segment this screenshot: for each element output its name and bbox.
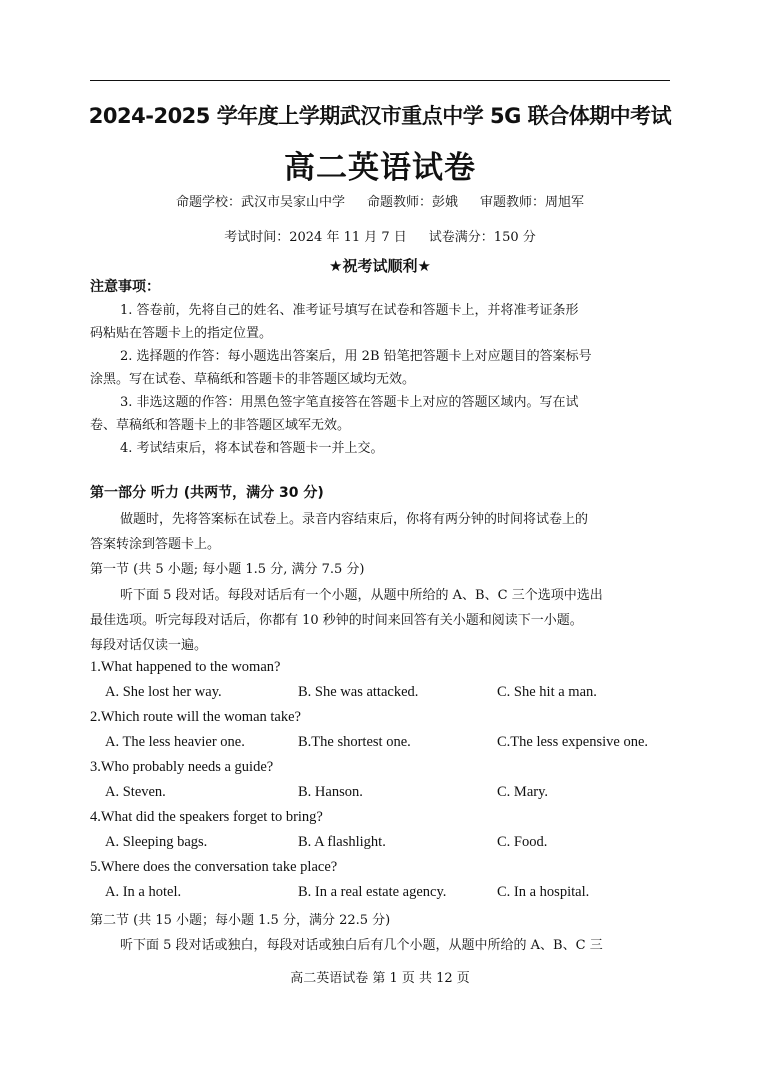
notes-line: 卷、草稿纸和答题卡上的非答题区域军无效。: [90, 418, 351, 433]
reviewer-label: 审题教师：周旭军: [480, 195, 585, 210]
teacher-label: 命题教师：彭娥: [366, 195, 458, 210]
section1-intro-line: 听下面 5 段对话。每段对话后有一个小题，从题中所给的 A、B、C 三个选项中选出: [120, 588, 603, 603]
exam-date: 考试时间：2024 年 11 月 7 日: [224, 230, 407, 245]
notes-line: 1. 答卷前，先将自己的姓名、准考证号填写在试卷和答题卡上，并将准考证条形: [120, 303, 579, 318]
notes-line: 涂黑。写在试卷、草稿纸和答题卡的非答题区域均无效。: [90, 372, 416, 387]
option-c: C. She hit a man.: [497, 684, 597, 700]
notes-line: 码粘贴在答题卡上的指定位置。: [90, 326, 273, 341]
notes-line: 3. 非选这题的作答：用黑色签字笔直接答在答题卡上对应的答题区域内。写在试: [120, 395, 579, 410]
option-c: C. In a hospital.: [497, 884, 590, 900]
section1-heading: 第一节 (共 5 小题; 每小题 1.5 分, 满分 7.5 分): [90, 562, 365, 577]
school-label: 命题学校：武汉市吴家山中学: [175, 195, 345, 210]
section1-intro-line: 最佳选项。听完每段对话后，你都有 10 秒钟的时间来回答有关小题和阅读下一小题。: [90, 613, 583, 628]
option-b: B. In a real estate agency.: [298, 884, 447, 900]
option-a: A. Sleeping bags.: [105, 834, 208, 850]
option-a: A. Steven.: [105, 784, 166, 800]
exam-title: 2024-2025 学年度上学期武汉市重点中学 5G 联合体期中考试: [88, 104, 672, 128]
option-a: A. She lost her way.: [105, 684, 222, 700]
option-b: B. Hanson.: [298, 784, 363, 800]
section2-intro: 听下面 5 段对话或独白，每段对话或独白后有几个小题，从题中所给的 A、B、C 三: [120, 938, 603, 953]
question-stem: 2.Which route will the woman take?: [90, 709, 301, 725]
header-rule: [90, 80, 670, 81]
notes-line: 2. 选择题的作答：每小题选出答案后，用 2B 铅笔把答题卡上对应题目的答案标号: [120, 349, 592, 364]
page-footer: 高二英语试卷 第 1 页 共 12 页: [290, 971, 470, 986]
option-c: C. Mary.: [497, 784, 549, 800]
part1-intro-line: 答案转涂到答题卡上。: [90, 537, 221, 552]
question-stem: 5.Where does the conversation take place?: [90, 859, 338, 875]
question-stem: 1.What happened to the woman?: [90, 659, 281, 675]
option-c: C. Food.: [497, 834, 548, 850]
subject-title: 高二英语试卷: [284, 150, 476, 186]
notes-line: 4. 考试结束后，将本试卷和答题卡一并上交。: [120, 441, 384, 456]
question-stem: 3.Who probably needs a guide?: [90, 759, 274, 775]
option-c: C.The less expensive one.: [497, 734, 649, 750]
option-a: A. The less heavier one.: [105, 734, 245, 750]
blessing: ★祝考试顺利★: [329, 257, 431, 275]
section1-intro-line: 每段对话仅读一遍。: [90, 638, 208, 653]
question-stem: 4.What did the speakers forget to bring?: [90, 809, 323, 825]
option-b: B. A flashlight.: [298, 834, 386, 850]
option-a: A. In a hotel.: [105, 884, 182, 900]
section2-heading: 第二节 (共 15 小题；每小题 1.5 分，满分 22.5 分): [90, 913, 391, 928]
part1-intro-line: 做题时，先将答案标在试卷上。录音内容结束后，你将有两分钟的时间将试卷上的: [120, 512, 589, 527]
option-b: B. She was attacked.: [298, 684, 419, 700]
full-score: 试卷满分：150 分: [428, 230, 536, 245]
exam-info: [0, 226, 760, 245]
notes-heading: 注意事项：: [90, 279, 160, 295]
exam-setters: [0, 191, 760, 210]
part1-heading: 第一部分 听力 (共两节，满分 30 分): [90, 485, 324, 501]
option-b: B.The shortest one.: [298, 734, 411, 750]
